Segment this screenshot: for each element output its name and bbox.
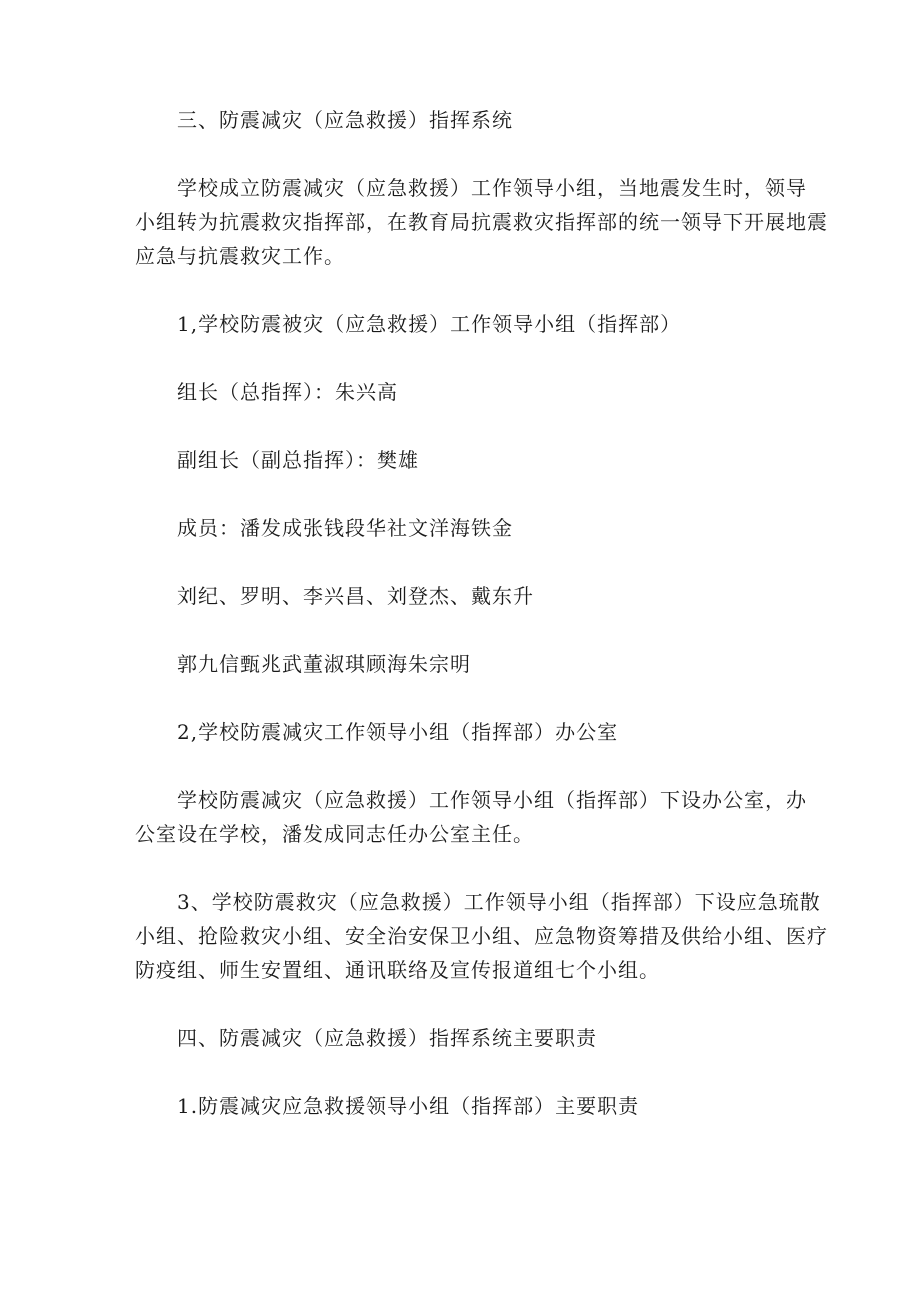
item-3-paragraph-line-2: 小组、抢险救灾小组、安全治安保卫小组、应急物资筹措及供给小组、医疗: [135, 924, 828, 948]
item-3-paragraph-line-1: 3、学校防震救灾（应急救援）工作领导小组（指挥部）下设应急琉散: [177, 890, 821, 914]
intro-paragraph-line-3: 应急与抗震救灾工作。: [135, 244, 345, 268]
duty-1-heading: 1.防震减灾应急救援领导小组（指挥部）主要职责: [177, 1094, 640, 1118]
leader-line: 组长（总指挥）：朱兴高: [177, 380, 398, 404]
members-line-2: 刘纪、罗明、李兴昌、刘登杰、戴东升: [177, 584, 534, 608]
item-3-paragraph-line-3: 防疫组、师生安置组、通讯联络及宣传报道组七个小组。: [135, 958, 660, 982]
section-4-heading: 四、防震减灾（应急救援）指挥系统主要职责: [177, 1026, 597, 1050]
members-line-3: 郭九信甄兆武董淑琪顾海朱宗明: [177, 652, 471, 676]
office-paragraph-line-2: 公室设在学校，潘发成同志任办公室主任。: [135, 822, 534, 846]
item-1-heading: 1,学校防震被灾（应急救援）工作领导小组（指挥部）: [177, 312, 682, 336]
members-line-1: 成员：潘发成张钱段华社文洋海铁金: [177, 516, 513, 540]
intro-paragraph-line-2: 小组转为抗震救灾指挥部，在教育局抗震救灾指挥部的统一领导下开展地震: [135, 210, 828, 234]
intro-paragraph-line-1: 学校成立防震减灾（应急救援）工作领导小组，当地震发生时，领导: [177, 176, 807, 200]
section-3-heading: 三、防震减灾（应急救援）指挥系统: [177, 108, 513, 132]
office-paragraph-line-1: 学校防震减灾（应急救援）工作领导小组（指挥部）下设办公室，办: [177, 788, 807, 812]
item-2-heading: 2,学校防震减灾工作领导小组（指挥部）办公室: [177, 720, 619, 744]
deputy-leader-line: 副组长（副总指挥）：樊雄: [177, 448, 419, 472]
